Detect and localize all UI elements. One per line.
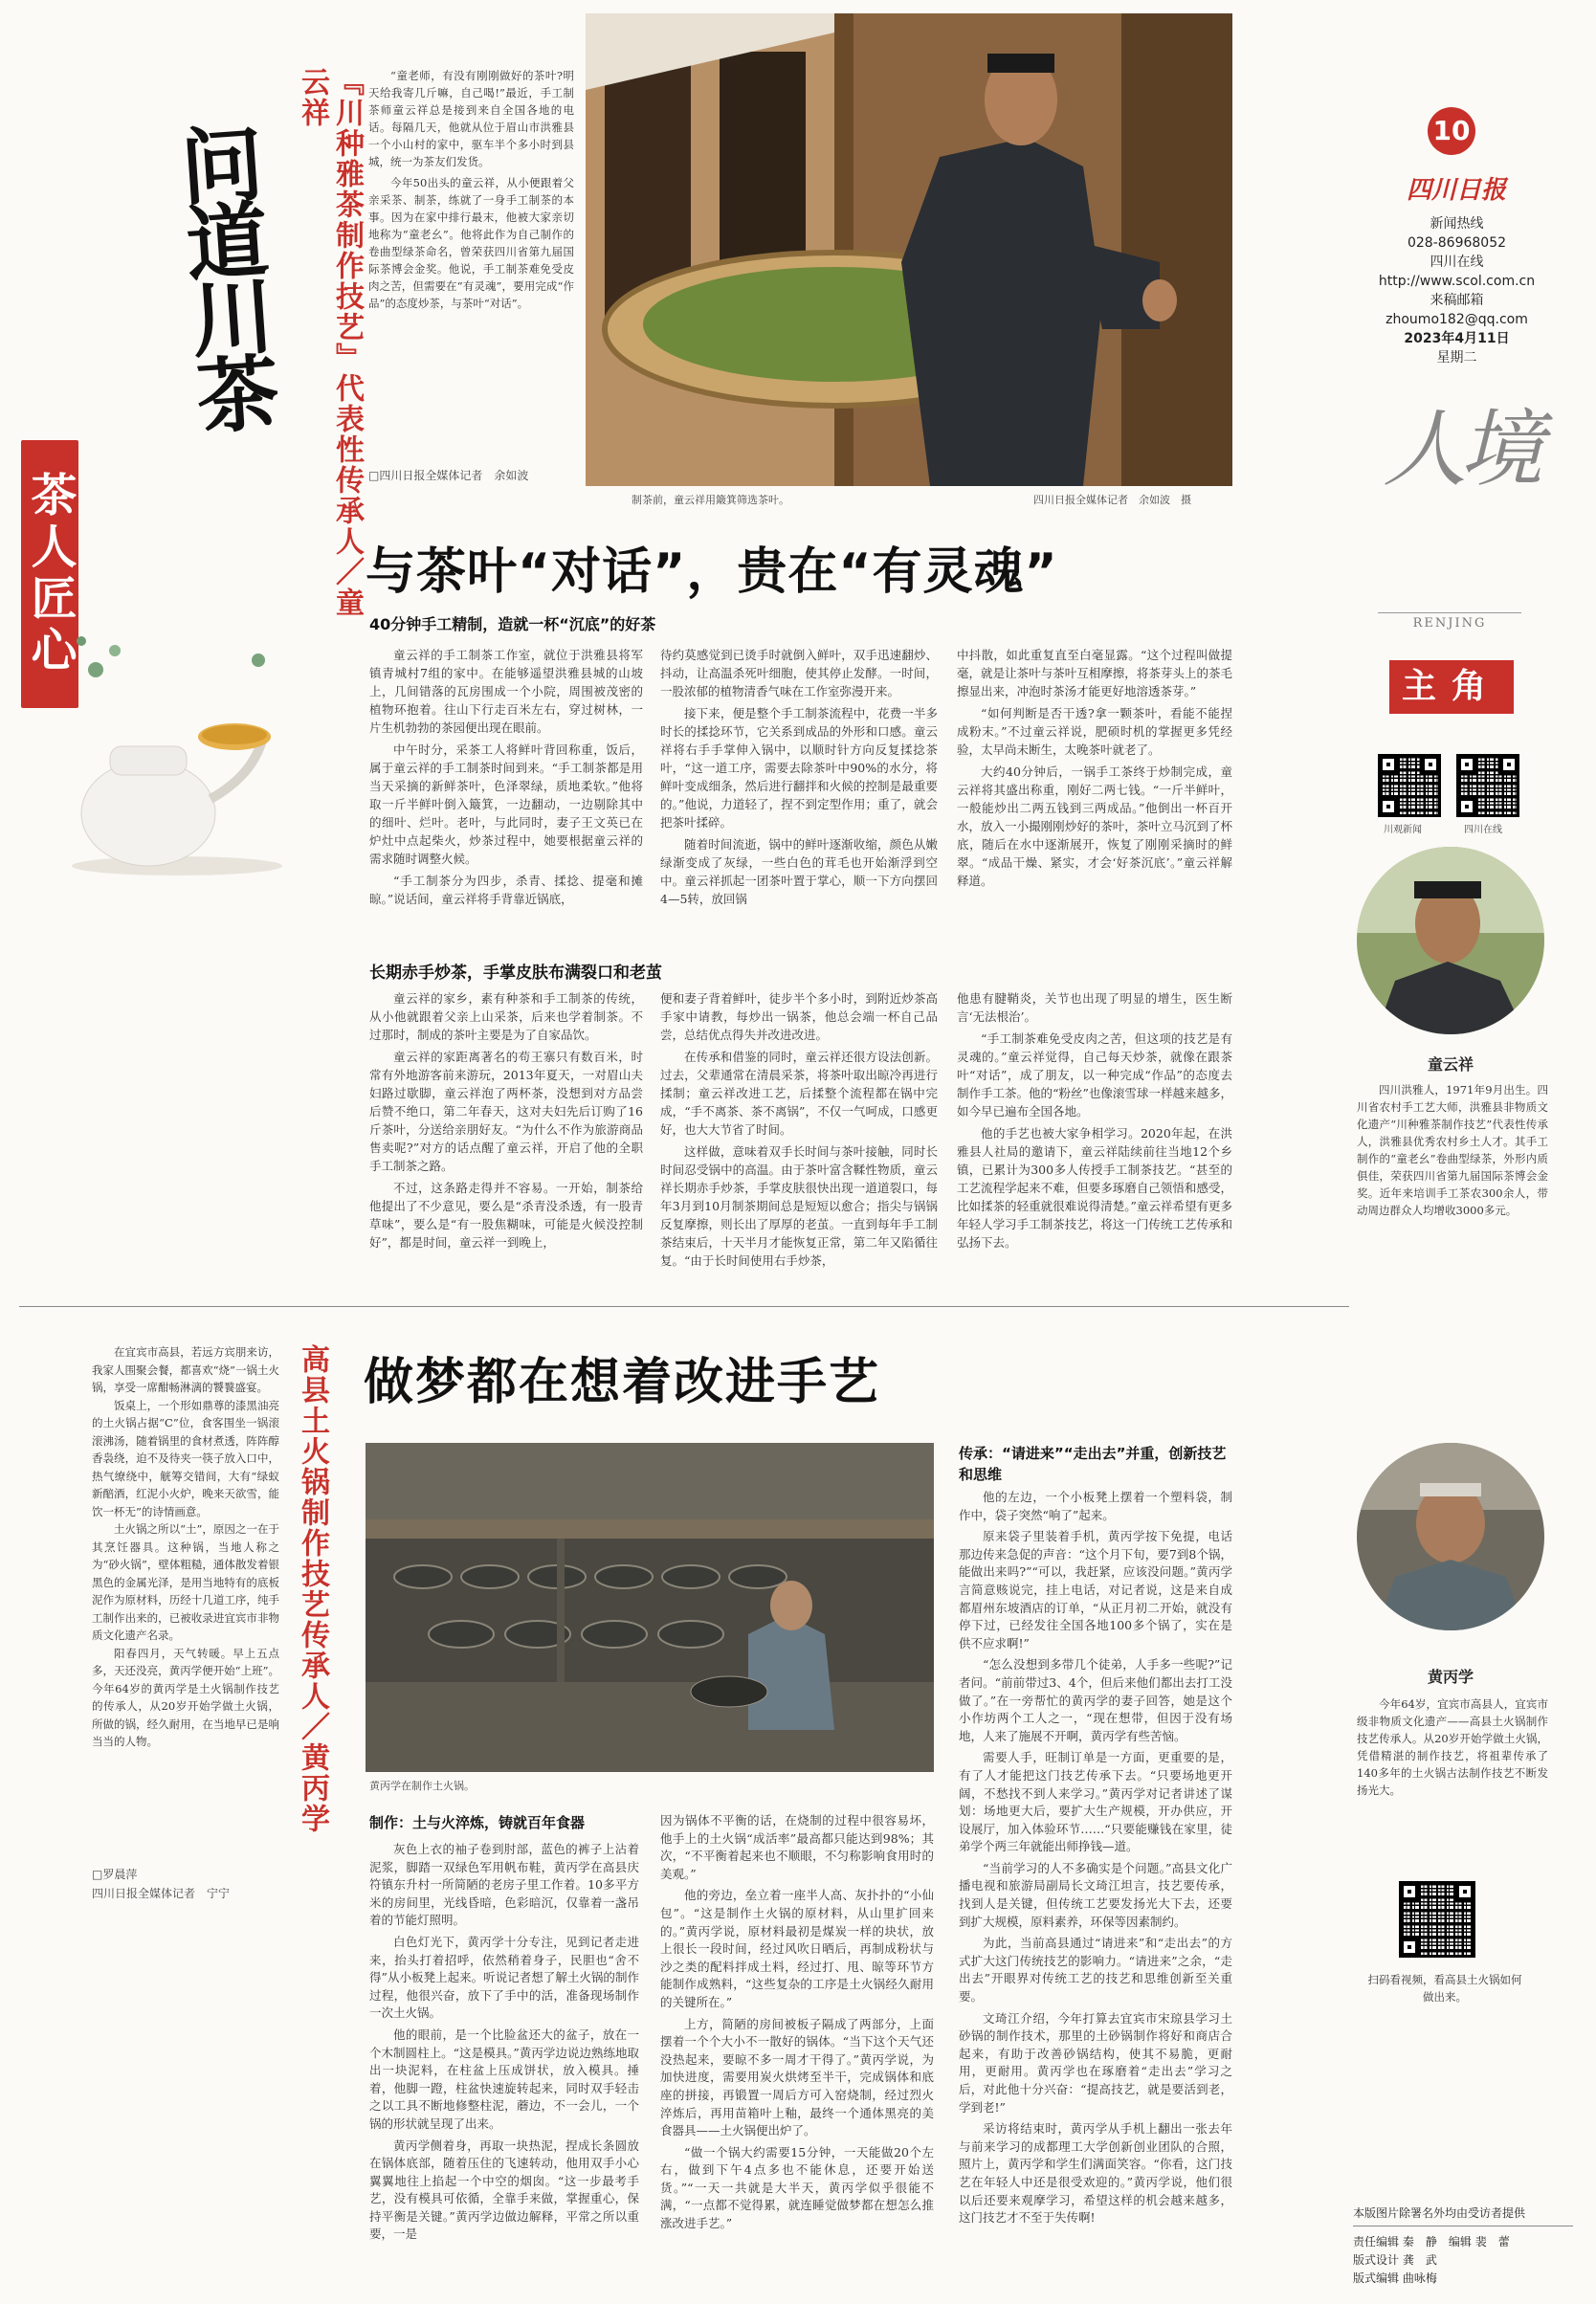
paper-name: 四川日报 bbox=[1406, 176, 1506, 205]
profile1-bio: 四川洪雅人，1971年9月出生。四川省农村手工艺大师，洪雅县非物质文化遗产“川种雅茶制作技艺”代表性传承人，洪雅县优秀农村乡土人才。其手工制作的“童老幺”卷曲型绿茶，外形内质俱佳，荣获四川省第九届国际茶博会金奖。近年来培训手工茶农300余人，带动周边群众人均增收3000多元。 bbox=[1357, 1083, 1548, 1217]
article2-kicker: 高县土火锅制作技艺传承人／黄丙学 bbox=[296, 1344, 329, 1834]
article1-body-col3: 中抖散，如此重复直至白毫显露。“这个过程叫做提毫，就是让茶叶与茶叶互相摩擦，将茶芽头上的茶毛擦显出来，冲泡时茶汤才能更好地溶透茶芽。” “如何判断是否干透?拿一颗茶叶，看能不能捏成粉末。”不过童云祥说，肥硕时机的掌握更多凭经验，太早尚未断生，太晚茶叶就老了。 大约40分钟后，一锅手工茶终于炒制完成，童云祥将其盛出称重，刚好二两七钱。“一斤半鲜叶，一般能炒出二两五钱到三两成品。”他倒出一杯百开水，放入一小撮刚刚炒好的茶叶，茶叶立马沉到了杯底，随后在水中逐渐展开，恢复了刚刚采摘时的鲜翠。“成品干燥、紧实，才会‘好茶沉底’。”童云祥解释道。 bbox=[957, 648, 1232, 888]
qr-label-1: 川观新闻 bbox=[1384, 825, 1422, 835]
article1-photo-caption: 制茶前，童云祥用簸箕筛选茶叶。 bbox=[632, 494, 789, 506]
profile2-portrait bbox=[1357, 1443, 1544, 1630]
qr-code-chuanguan[interactable] bbox=[1378, 754, 1441, 817]
profile1-name: 童云祥 bbox=[1427, 1055, 1474, 1074]
section-title: 人境 bbox=[1382, 400, 1536, 498]
article2-photo-caption: 黄丙学在制作土火锅。 bbox=[369, 1780, 475, 1792]
video-caption: 扫码看视频，看高县土火锅如何做出来。 bbox=[1367, 1973, 1522, 2004]
article2-byline2: 四川日报全媒体记者 宁宁 bbox=[92, 1887, 231, 1900]
article2-body-col1: 灰色上衣的袖子卷到肘部，蓝色的裤子上沾着泥浆，脚踏一双绿色军用帆布鞋，黄丙学在高县庆符镇东升村一所简陋的老房子里工作着。10多平方米的房间里，光线昏暗，色彩暗沉，仅靠着一盏吊着的节能灯照明。 白色灯光下，黄丙学十分专注，见到记者走进来，抬头打着招呼，依然稍着身子，民胆也“舍不得”从小板凳上起来。听说记者想了解土火锅的制作过程，他很兴奋，放下了手中的活，准备现场制作一次土火锅。 他的眼前，是一个比脸盆还大的盆子，放在一个木制圆柱上。“这是模具。”黄丙学边说边熟练地取出一块泥料，在柱盆上压成饼状，放入模具。捶着，他脚一蹬，柱盆快速旋转起来，同时双手轻击之以工具不断地修整柱泥，蘑边，不一会儿，一个锅的形状就呈现了出来。 黄丙学侧着身，再取一块热泥，捏成长条圆放在锅体底部，随着压住的飞速转动，他用双手小心翼翼地往上掐起一个中空的烟囱。“这一步最考手艺，没有模具可依循，全靠手来做，掌握重心，保持平衡是关键。”黄丙学边做边解释，平常之所以重要，一是 bbox=[369, 1842, 639, 2242]
article2-headline: 做梦都在想着改进手艺 bbox=[364, 1354, 881, 1411]
page-number: 10 bbox=[1432, 115, 1471, 146]
article1-subhead2: 长期赤手炒茶，手掌皮肤布满裂口和老茧 bbox=[369, 964, 662, 983]
article1-deck: 40分钟手工精制，造就一杯“沉底”的好茶 bbox=[369, 615, 656, 633]
article1-headline: 与茶叶“对话”，贵在“有灵魂” bbox=[366, 543, 1058, 601]
tea-master-photo bbox=[586, 13, 1232, 486]
article2-subhead1: 制作：土与火淬炼，铸就百年食器 bbox=[369, 1814, 586, 1831]
section-divider bbox=[19, 1306, 1349, 1307]
article1-body2-col2: 便和妻子背着鲜叶，徒步半个多小时，到附近炒茶高手家中请教，每炒出一锅茶，他总会端一杯自己品尝，总结优点得失并改进改进。 在传承和借鉴的同时，童云祥还很方设法创新。过去，父辈通常在清晨采茶，将茶叶取出晾冷再进行揉制；童云祥改进工艺，后揉整个流程都在锅中完成，“手不离茶、茶不离锅”，不仅一气呵成，口感更好，也大大节省了时间。 这样做，意味着双手长时间与茶叶接触，同时长时间忍受锅中的高温。由于茶叶富含鞣性物质，童云祥长期赤手炒茶，手掌皮肤很快出现一道道裂口，每年3月到10月制茶期间总是短短以愈合；指尖与锅锅反复摩擦，则长出了厚厚的老茧。一直到每年手工制茶结束后，十天半月才能恢复正常，第二年又陷循往复。“由于长时间使用右手炒茶， bbox=[660, 991, 938, 1268]
article2-body-col3: 他的左边，一个小板凳上摆着一个塑料袋，制作中，袋子突然“响了”起来。 原来袋子里装着手机，黄丙学按下免提，电话那边传来急促的声音：“这个月下旬，要7到8个锅，能做出来吗?”“可以，我赶紧，应该没问题。”黄丙学言简意赅说完，挂上电话，对记者说，这是来自成都眉州东坡酒店的订单，“从正月初二开始，就没有停下过，已经发往全国各地100多个锅了，实在是供不应求啊!” “怎么没想到多带几个徒弟，人手多一些呢?”记者问。“前前带过3、4个，但后来他们都出去打工没做了。”在一旁帮忙的黄丙学的妻子回答，她是这个小作坊两个工人之一，“现在想带，但因于没有场地，人来了施展不开啊，黄丙学有些苦恼。 需要人手，旺制订单是一方面，更重要的是，有了人才能把这门技艺传承下去。“只要场地更开阔，不愁找不到人来学习。”黄丙学对记者讲述了谋划：场地更大后，要扩大生产规模，开办供应，开设展厅，加入体验环节……“只要能赚钱在家里，徒弟学个两三年就能出师挣钱—道。 “当前学习的人不多确实是个问题。”高县文化广播电视和旅游局副局长文琦江坦言，技艺要传承，找到人是关键，但传统工艺要发扬光大下去，还要到扩大规模，原料素养，环保等因素制约。 为此，当前高县通过“请进来”和“走出去”的方式扩大这门传统技艺的影响力。“请进来”之余，“走出去”开眼界对传统工艺的技艺和思维创新至关重要。 文琦江介绍，今年打算去宜宾市宋琼县学习土砂锅的制作技术，那里的土砂锅制作将好和商店合起来，有助于改善砂锅结构，使其不易脆，更耐用，更耐用。黄丙学也在琢磨着“走出去”学习之后，对此他十分兴奋：“提高技艺，就是要活到老，学到老!” 采访将结束时，黄丙学从手机上翻出一张去年与前来学习的成都理工大学创新创业团队的合照，照片上，黄丙学和学生们满面笑容。“你看，这门技艺在年轻人中还是很受欢迎的。”黄丙学说，他们很以后还要来观摩学习，希望这样的机会越来越多，这门技艺才不至于失传啊! bbox=[959, 1490, 1232, 2226]
article2-byline: □罗晨萍 bbox=[92, 1868, 138, 1881]
section-pinyin: RENJING bbox=[1378, 612, 1521, 631]
article1-photo-credit: 四川日报全媒体记者 余如波 摄 bbox=[1033, 494, 1191, 506]
qr-code-video[interactable] bbox=[1399, 1881, 1475, 1958]
series-logo bbox=[115, 115, 282, 517]
column-tag: 主角 bbox=[1389, 660, 1514, 714]
page-number-badge bbox=[1428, 107, 1475, 155]
article1-body-col1: 童云祥的手工制茶工作室，就位于洪雅县将军镇青城村7组的家中。在能够遥望洪雅县城的山坡上，几间错落的瓦房围成一个小院，周围被茂密的植物环抱着。往山下行走百米左右，穿过树林，一片生机勃勃的茶园便出现在眼前。 中午时分，采茶工人将鲜叶背回称重，饭后，属于童云祥的手工制茶时间到来。“手工制茶都是用当天采摘的新鲜茶叶，色泽翠绿，质地柔软。”他将取一斤半鲜叶倒入簸箕，一边翻动，一边剔除其中的细叶、烂叶。老叶，与此同时，妻子王文英已在炉灶中点起柴火，炒茶过程中，她要根据童云祥的需求随时调整火候。 “手工制茶分为四步，杀青、揉捻、提毫和摊晾。”说话间，童云祥将手背靠近锅底， bbox=[369, 648, 643, 906]
photo-credit-note: 本版图片除署名外均由受访者提供 bbox=[1353, 2206, 1526, 2220]
series-title: 问道川茶 bbox=[163, 119, 282, 432]
article1-body-col2: 待约莫感觉到已烫手时就倒入鲜叶，双手迅速翻炒、抖动，让高温杀死叶细胞，使其停止发酵。一时间，一股浓郁的植物清香气味在工作室弥漫开来。 接下来，便是整个手工制茶流程中，花费一半多时长的揉捻环节，它关系到成品的外形和口感。童云祥将右手手掌伸入锅中，以顺时针方向反复揉捻茶叶，“这一道工序，需要去除茶叶中90%的水分，将鲜叶变成细条，然后进行翻拌和火候的控制是最重要的。”他说，力道轻了，捏不到定型作用；重了，就会把茶叶揉碎。 随着时间流逝，锅中的鲜叶逐渐收缩，颜色从嫩绿渐变成了灰绿，一些白色的茸毛也开始渐浮到空中。童云祥抓起一团茶叶置于掌心，顺一下方向摆回4—5转，放回锅 bbox=[660, 648, 938, 906]
teapot-illustration bbox=[57, 593, 297, 880]
series-subtitle: 茶人匠心 bbox=[21, 440, 78, 708]
article1-body2-col3: 他患有腱鞘炎，关节也出现了明显的增生，医生断言‘无法根治’。 “手工制茶难免受皮肉之苦，但这项的技艺是有灵魂的。”童云祥觉得，自己每天炒茶，就像在跟茶叶“对话”，成了朋友，以一种完成“作品”的态度去制作手工茶。他的“粉丝”也像滚雪球一样越来越多，如今早已遍布全国各地。 他的手艺也被大家争相学习。2020年起，在洪雅县人社局的邀请下，童云祥陆续前往当地12个乡镇，已累计为300多人传授手工制茶技艺。“甚至的工艺流程学起来不难，但要多琢磨自己领悟和感受，比如揉茶的轻重就很难说得清楚。”童云祥希望有更多年轻人学习手工制茶技艺，将这一门传统工艺传承和弘扬下去。 bbox=[957, 991, 1232, 1250]
profile2-bio: 今年64岁，宜宾市高县人，宜宾市级非物质文化遗产——高县土火锅制作技艺传承人。从20岁开始学做土火锅，凭借精湛的制作技艺，将祖辈传承了140多年的土火锅古法制作技艺不断发扬光大。 bbox=[1357, 1697, 1548, 1797]
masthead-info: 新闻热线 028-86968052 四川在线 http://www.scol.com.cn 来稿邮箱 zhoumo182@qq.com 2023年4月11日 星期二 bbox=[1359, 214, 1555, 367]
editor-credits: 责任编辑 秦 静 编辑 裴 蕾 版式设计 龚 武 版式编辑 曲咏梅 bbox=[1353, 2235, 1510, 2285]
email-link[interactable]: zhoumo182@qq.com bbox=[1385, 312, 1528, 327]
article1-byline: □四川日报全媒体记者 余如波 bbox=[368, 469, 529, 482]
profile2-name: 黄丙学 bbox=[1427, 1668, 1474, 1686]
website-link[interactable]: http://www.scol.com.cn bbox=[1378, 274, 1536, 289]
article2-subhead2: 传承：“请进来”“走出去”并重，创新技艺和思维 bbox=[959, 1445, 1227, 1483]
qr-label-2: 四川在线 bbox=[1464, 825, 1502, 835]
profile1-portrait bbox=[1357, 847, 1544, 1034]
article1-body2-col1: 童云祥的家乡，素有种茶和手工制茶的传统，从小他就跟着父亲上山采茶，后来也学着制茶。不过那时，制成的茶叶主要是为了自家品饮。 童云祥的家距离著名的苟王寨只有数百米，时常有外地游客前来游玩，2013年夏天，一对眉山夫妇路过歇脚，童云祥泡了两杯茶，没想到对方品尝后赞不绝口，第二年春天，这对夫妇先后订购了16斤茶叶，分送给亲朋好友。“为什么不作为旅游商品售卖呢?”对方的话点醒了童云祥，开启了他的全职手工制茶之路。 不过，这条路走得并不容易。一开始，制茶给他提出了不少意见，要么是“杀青没杀透，有一股青草味”，要么是“有一股焦糊味，可能是火候没控制好”，都是时间，童云祥一到晚上， bbox=[369, 991, 643, 1250]
article2-lead: 在宜宾市高县，若远方宾朋来访，我家人围聚会餐，都喜欢“烧”一锅土火锅，享受一席酣畅淋漓的饕餮盛宴。 饭桌上，一个形如鼎尊的漆黑油亮的土火锅占据“C”位，食客围坐一锅滚滚沸汤，随着锅里的食材煮透，阵阵醇香袅绕，迫不及待夹一筷子放入口中，热气缭绕中，觥筹交错间，大有“绿蚁新醅酒，红泥小火炉，晚来天欲雪，能饮一杯无”的诗情画意。 土火锅之所以“土”，原因之一在于其烹饪器具。这种锅，当地人称之为“砂火锅”，壁体粗糙，通体散发着银黑色的金属光泽，是用当地特有的底板泥作为原材料，历经十几道工序，纯手工制作出来的，已被收录进宜宾市非物质文化遗产名录。 阳春四月，天气转暖。早上五点多，天还没亮，黄丙学便开始“上班”。今年64岁的黄丙学是土火锅制作技艺的传承人，从20岁开始学做土火锅，所做的锅，经久耐用，在当地早已是响当当的人物。 bbox=[92, 1345, 279, 1748]
article2-body-col2: 因为锅体不平衡的话，在烧制的过程中很容易坏，他手上的土火锅“成活率”最高都只能达到98%；其次，“不平衡着起来也不顺眼，不匀称影响食用时的美观。” 他的旁边，垒立着一座半人高、灰扑扑的“小仙包”。“这是制作土火锅的原材料，从山里扩回来的。”黄丙学说，原材料最初是煤炭一样的块状，放上很长一段时间，经过风吹日晒后，再制成粉状与沙之类的配料拌成土料，经过打、甩、晾等环节方能制作成熟料，“这些复杂的工序是土火锅经久耐用的关键所在。” 上方，简陋的房间被板子隔成了两部分，上面摆着一个个大小不一散好的锅体。“当下这个天气还没热起来，要晾不多一周才干得了。”黄丙学说，为加快进度，需要用炭火烘烤至半干，完成锅体和底座的拼接，再锻置一周后方可入窑烧制，经过烈火淬炼后，再用苗箱叶上釉，最终一个通体黑亮的美食器具——土火锅便出炉了。 “做一个锅大约需要15分钟，一天能做20个左右，做到下午4点多也不能休息，还要开始送货。”“一天一共就是大半天，黄丙学似乎很能不满，“一点都不觉得累，就连睡觉做梦都在想怎么推涨改进手艺。” bbox=[660, 1813, 934, 2231]
article1-lead: “童老师，有没有刚刚做好的茶叶?明天给我寄几斤嘛，自己喝!”最近，手工制茶师童云祥总是接到来自全国各地的电话。每隔几天，他就从位于眉山市洪雅县一个小山村的家中，驱车半个多小时到县城，统一为茶友们发货。 今年50出头的童云祥，从小便跟着父亲采茶、制茶，练就了一身手工制茶的本事。因为在家中排行最末，他被大家亲切地称为“童老幺”。他将此作为自己制作的卷曲型绿茶命名，曾荣获四川省第九届国际茶博会金奖。他说，手工制茶难免受皮肉之苦，但需要在“有灵魂”，要用完成“作品”的态度炒茶，与茶叶“对话”。 bbox=[368, 69, 574, 310]
article1-kicker: 『川种雅茶制作技艺』代表性传承人／童云祥 bbox=[296, 67, 364, 618]
hotpot-workshop-photo bbox=[366, 1443, 934, 1772]
qr-code-scol[interactable] bbox=[1456, 754, 1519, 817]
